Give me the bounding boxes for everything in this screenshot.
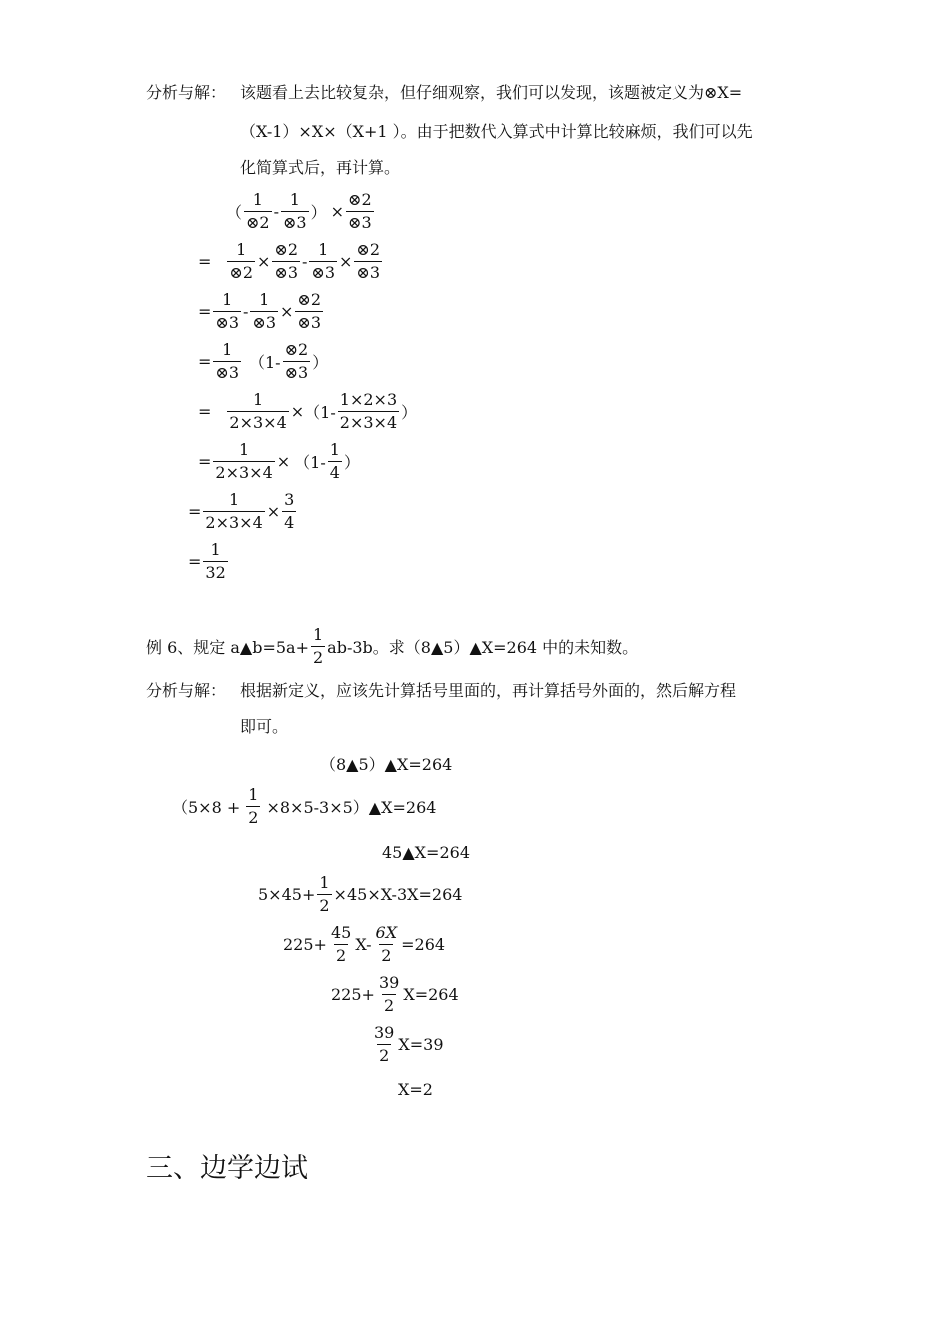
fraction: $\frac{1}{2}$ (312, 624, 324, 667)
fraction: $\frac{39}{2}$ (374, 1022, 395, 1065)
calc2-line7: $\frac{39}{2}$ X=39 (374, 1022, 444, 1065)
fraction: $\frac{1}{4}$ (329, 439, 340, 482)
analysis2-text-line2: 即可。 (240, 717, 289, 736)
fraction: $\frac{1}{\otimes 2}$ (229, 239, 253, 282)
fraction: $\frac{1}{\otimes 2}$ (246, 189, 270, 232)
calc1-line2: = $\frac{1}{\otimes 2}$ × $\frac{\otimes 2}{\otimes 3}$ - $\frac{1}{\otimes 3}$ × $\frac{\otimes 2}{\otimes 3}$ (198, 239, 380, 282)
calc2-line2: （5×8 + $\frac{1}{2}$ ×8×5-3×5）▲X=264 (172, 784, 437, 827)
fraction: $\frac{3}{4}$ (284, 489, 295, 532)
calc1-line4: = $\frac{1}{\otimes 3}$ （1- $\frac{\otimes 2}{\otimes 3}$ ） (198, 339, 329, 382)
analysis2-text-line1: 根据新定义，应该先计算括号里面的，再计算括号外面的，然后解方程 (240, 681, 737, 700)
section-heading: 三、边学边试 (146, 1153, 308, 1184)
analysis-text-line3: 化简算式后，再计算。 (240, 158, 401, 177)
calc1-line5: = $\frac{1}{2\times 3\times 4}$ × （1- $\frac{1\times 2\times 3}{2\times 3\times 4}$ ） (198, 389, 418, 432)
calc2-line4: 5×45+ $\frac{1}{2}$ ×45×X-3X=264 (258, 872, 463, 915)
calc2-line3: 45▲X=264 (382, 843, 470, 862)
calc1-line7: = $\frac{1}{2\times 3\times 4}$ × $\frac{3}{4}$ (188, 489, 295, 532)
fraction: $\frac{\otimes 2}{\otimes 3}$ (274, 239, 298, 282)
calc2-line8: X=2 (398, 1080, 433, 1099)
calc2-line5: 225+ $\frac{45}{2}$ X- $\frac{6X}{2}$ =264 (283, 922, 446, 965)
analysis2-label: 分析与解： (146, 681, 227, 700)
fraction: $\frac{1\times 2\times 3}{2\times 3\times 4}$ (339, 389, 398, 432)
analysis-label: 分析与解： (146, 83, 227, 102)
fraction: $\frac{\otimes 2}{\otimes 3}$ (356, 239, 380, 282)
fraction: $\frac{45}{2}$ (330, 922, 352, 965)
example6-statement: 例 6、规定 a▲b=5a+ $\frac{1}{2}$ ab-3b。求（8▲5）▲X=264 中的未知数。 (146, 624, 639, 667)
fraction: $\frac{1}{\otimes 3}$ (252, 289, 276, 332)
fraction: $\frac{\otimes 2}{\otimes 3}$ (297, 289, 321, 332)
analysis-text-line1: 该题看上去比较复杂，但仔细观察，我们可以发现，该题被定义为⊗X= (240, 83, 743, 102)
calc2-line6: 225+ $\frac{39}{2}$ X=264 (331, 972, 459, 1015)
calc1-line3: = $\frac{1}{\otimes 3}$ - $\frac{1}{\otimes 3}$ × $\frac{\otimes 2}{\otimes 3}$ (198, 289, 321, 332)
calc1-line8: = $\frac{1}{32}$ (188, 539, 226, 582)
fraction: $\frac{1}{\otimes 3}$ (311, 239, 335, 282)
fraction: $\frac{1}{\otimes 3}$ (283, 189, 307, 232)
fraction: $\frac{1}{2}$ (248, 784, 259, 827)
fraction: $\frac{1}{2\times 3\times 4}$ (229, 389, 287, 432)
calc2-line1: （8▲5）▲X=264 (320, 755, 453, 774)
fraction: $\frac{1}{\otimes 3}$ (215, 339, 239, 382)
fraction: $\frac{1}{32}$ (205, 539, 226, 582)
fraction: $\frac{1}{2\times 3\times 4}$ (205, 489, 263, 532)
calc1-line1: （ $\frac{1}{\otimes 2}$ - $\frac{1}{\otimes 3}$ ） × $\frac{\otimes 2}{\otimes 3}$ (226, 189, 372, 232)
fraction: $\frac{1}{\otimes 3}$ (215, 289, 239, 332)
calc1-line6: = $\frac{1}{2\times 3\times 4}$ × （1- $\frac{1}{4}$ ） (198, 439, 360, 482)
fraction: $\frac{39}{2}$ (378, 972, 400, 1015)
analysis-text-line2: （X-1）×X×（X+1 ）。由于把数代入算式中计算比较麻烦，我们可以先 (240, 122, 753, 141)
fraction: $\frac{1}{2\times 3\times 4}$ (215, 439, 273, 482)
fraction: $\frac{\otimes 2}{\otimes 3}$ (284, 339, 309, 382)
fraction: $\frac{6X}{2}$ (375, 922, 398, 965)
fraction: $\frac{1}{2}$ (319, 872, 330, 915)
fraction: $\frac{\otimes 2}{\otimes 3}$ (348, 189, 372, 232)
